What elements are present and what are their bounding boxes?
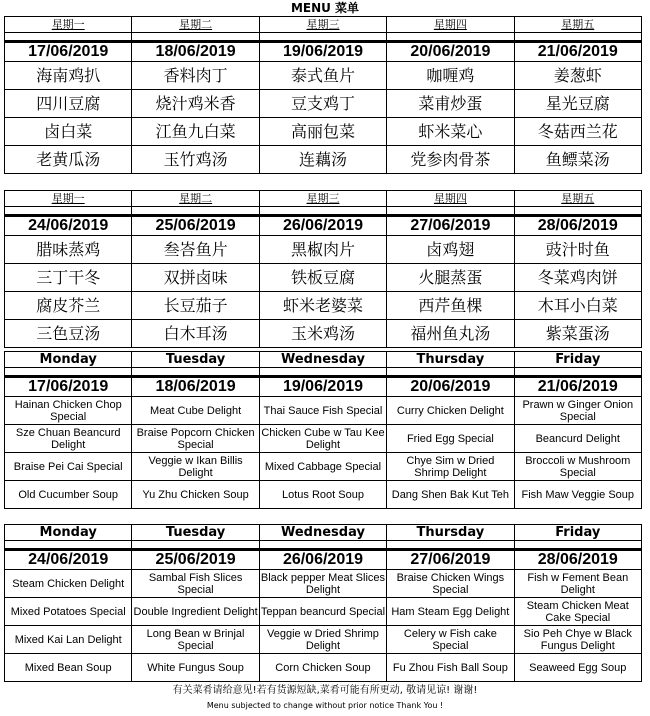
day-header: 星期五 — [514, 191, 641, 207]
dish-cell: 三色豆汤 — [5, 320, 132, 348]
spacer-row — [5, 207, 642, 216]
dish-cell: Beancurd Delight — [514, 425, 641, 453]
dish-cell: 党参肉骨茶 — [387, 146, 514, 174]
dish-cell: 白木耳汤 — [132, 320, 259, 348]
dish-cell: 高丽包菜 — [259, 118, 386, 146]
dish-row — [5, 118, 642, 146]
date-cell: 17/06/2019 — [5, 377, 132, 397]
date-cell: 28/06/2019 — [514, 216, 641, 236]
dish-cell: 四川豆腐 — [5, 90, 132, 118]
dish-cell: 江鱼九白菜 — [132, 118, 259, 146]
dish-cell: Curry Chicken Delight — [387, 397, 514, 425]
dish-cell: Fu Zhou Fish Ball Soup — [387, 654, 514, 682]
dish-cell: 冬菇西兰花 — [514, 118, 641, 146]
dish-cell: 福州鱼丸汤 — [387, 320, 514, 348]
date-row — [5, 42, 642, 62]
dish-row — [5, 146, 642, 174]
dish-cell: 双拼卤味 — [132, 264, 259, 292]
dish-cell: 老黄瓜汤 — [5, 146, 132, 174]
day-header: Wednesday — [259, 352, 386, 368]
dish-cell: Celery w Fish cake Special — [387, 626, 514, 654]
dish-cell: Thai Sauce Fish Special — [259, 397, 386, 425]
spacer-row — [5, 541, 642, 550]
date-cell: 26/06/2019 — [259, 216, 386, 236]
dish-cell: Long Bean w Brinjal Special — [132, 626, 259, 654]
day-header: 星期一 — [5, 191, 132, 207]
dish-cell: Fish w Fement Bean Delight — [514, 570, 641, 598]
date-cell: 27/06/2019 — [387, 550, 514, 570]
dish-cell: Teppan beancurd Special — [259, 598, 386, 626]
date-cell: 26/06/2019 — [259, 550, 386, 570]
dish-cell: Mixed Potatoes Special — [5, 598, 132, 626]
day-header: Friday — [514, 525, 641, 541]
dish-cell: Hainan Chicken Chop Special — [5, 397, 132, 425]
day-header: Thursday — [387, 525, 514, 541]
day-header: 星期四 — [387, 191, 514, 207]
dish-cell: Veggie w Dried Shrimp Delight — [259, 626, 386, 654]
dish-cell: Mixed Cabbage Special — [259, 453, 386, 481]
date-cell: 28/06/2019 — [514, 550, 641, 570]
dish-cell: 西芹鱼棵 — [387, 292, 514, 320]
dish-row — [5, 425, 642, 453]
date-cell: 20/06/2019 — [387, 377, 514, 397]
day-header: 星期三 — [259, 17, 386, 33]
dish-cell: 卤鸡翅 — [387, 236, 514, 264]
date-cell: 25/06/2019 — [132, 550, 259, 570]
dish-cell: 豉汁时鱼 — [514, 236, 641, 264]
dish-cell: Braise Popcorn Chicken Special — [132, 425, 259, 453]
date-row — [5, 377, 642, 397]
dish-cell: 三丁干冬 — [5, 264, 132, 292]
dish-row — [5, 598, 642, 626]
spacer-row — [5, 368, 642, 377]
menu-table-cn-week1 — [4, 16, 642, 174]
dish-cell: Chicken Cube w Tau Kee Delight — [259, 425, 386, 453]
dish-cell: Ham Steam Egg Delight — [387, 598, 514, 626]
day-header: 星期四 — [387, 17, 514, 33]
dish-cell: 叁峇鱼片 — [132, 236, 259, 264]
dish-cell: 腊味蒸鸡 — [5, 236, 132, 264]
dish-cell: Broccoli w Mushroom Special — [514, 453, 641, 481]
spacer-row — [5, 33, 642, 42]
date-cell: 18/06/2019 — [132, 42, 259, 62]
dish-cell: Veggie w Ikan Billis Delight — [132, 453, 259, 481]
dish-row — [5, 654, 642, 682]
date-cell: 24/06/2019 — [5, 550, 132, 570]
dish-row — [5, 481, 642, 509]
dish-cell: 紫菜蛋汤 — [514, 320, 641, 348]
dish-cell: Sio Peh Chye w Black Fungus Delight — [514, 626, 641, 654]
dish-row — [5, 397, 642, 425]
day-header: 星期一 — [5, 17, 132, 33]
dish-cell: 海南鸡扒 — [5, 62, 132, 90]
dish-cell: 铁板豆腐 — [259, 264, 386, 292]
menu-table-en-week2 — [4, 524, 642, 682]
dish-cell: 虾米菜心 — [387, 118, 514, 146]
day-header: Tuesday — [132, 525, 259, 541]
dish-cell: Braise Pei Cai Special — [5, 453, 132, 481]
dish-cell: Lotus Root Soup — [259, 481, 386, 509]
date-row — [5, 216, 642, 236]
date-cell: 24/06/2019 — [5, 216, 132, 236]
date-cell: 21/06/2019 — [514, 42, 641, 62]
dish-row — [5, 626, 642, 654]
dish-row — [5, 570, 642, 598]
dish-cell: Old Cucumber Soup — [5, 481, 132, 509]
dish-cell: White Fungus Soup — [132, 654, 259, 682]
dish-cell: 冬菜鸡肉饼 — [514, 264, 641, 292]
dish-cell: 鱼鳔菜汤 — [514, 146, 641, 174]
dish-cell: Sambal Fish Slices Special — [132, 570, 259, 598]
menu-table-cn-week2 — [4, 190, 642, 348]
date-cell: 19/06/2019 — [259, 377, 386, 397]
day-header: Wednesday — [259, 525, 386, 541]
dish-row — [5, 292, 642, 320]
dish-cell: Black pepper Meat Slices Delight — [260, 571, 386, 596]
dish-row — [5, 320, 642, 348]
day-header-row — [5, 191, 642, 207]
day-header: Tuesday — [132, 352, 259, 368]
date-row — [5, 550, 642, 570]
dish-cell: 香料肉丁 — [132, 62, 259, 90]
dish-cell: Fried Egg Special — [387, 425, 514, 453]
date-cell: 18/06/2019 — [132, 377, 259, 397]
dish-row — [5, 62, 642, 90]
dish-cell: 玉米鸡汤 — [259, 320, 386, 348]
dish-cell: Prawn w Ginger Onion Special — [514, 397, 641, 425]
dish-cell: 虾米老婆菜 — [259, 292, 386, 320]
dish-row — [5, 236, 642, 264]
menu-table-en-week1 — [4, 351, 642, 509]
day-header: Monday — [5, 525, 132, 541]
dish-cell: Fish Maw Veggie Soup — [514, 481, 641, 509]
dish-cell: 咖喱鸡 — [387, 62, 514, 90]
day-header: Friday — [514, 352, 641, 368]
dish-cell: 豆支鸡丁 — [259, 90, 386, 118]
footer-notice-cn: 有关菜肴请给意见!若有货源短缺,菜肴可能有所更动, 敬请见谅! 谢谢! — [172, 685, 478, 696]
dish-cell: Meat Cube Delight — [132, 397, 259, 425]
dish-cell: Steam Chicken Meat Cake Special — [514, 598, 641, 626]
dish-cell: Sze Chuan Beancurd Delight — [5, 425, 132, 453]
day-header-row — [5, 352, 642, 368]
dish-cell: 星光豆腐 — [514, 90, 641, 118]
dish-cell: 菜甫炒蛋 — [387, 90, 514, 118]
dish-cell: 烧汁鸡米香 — [132, 90, 259, 118]
date-cell: 25/06/2019 — [132, 216, 259, 236]
day-header: 星期二 — [132, 17, 259, 33]
dish-cell: 火腿蒸蛋 — [387, 264, 514, 292]
dish-cell: Seaweed Egg Soup — [514, 654, 641, 682]
day-header: Thursday — [387, 352, 514, 368]
day-header: Monday — [5, 352, 132, 368]
dish-cell: Mixed Kai Lan Delight — [5, 626, 132, 654]
dish-cell: Mixed Bean Soup — [5, 654, 132, 682]
dish-cell: 玉竹鸡汤 — [132, 146, 259, 174]
dish-cell: 黑椒肉片 — [259, 236, 386, 264]
date-cell: 19/06/2019 — [259, 42, 386, 62]
date-cell: 21/06/2019 — [514, 377, 641, 397]
dish-cell: 连藕汤 — [259, 146, 386, 174]
dish-cell: 腐皮芥兰 — [5, 292, 132, 320]
dish-cell: 卤白菜 — [5, 118, 132, 146]
footer-notice-en: Menu subjected to change without prior notice Thank You ! — [206, 701, 444, 710]
dish-cell: Dang Shen Bak Kut Teh — [387, 481, 514, 509]
date-cell: 20/06/2019 — [387, 42, 514, 62]
dish-cell: 泰式鱼片 — [259, 62, 386, 90]
dish-row — [5, 90, 642, 118]
dish-cell: Corn Chicken Soup — [259, 654, 386, 682]
dish-cell: Chye Sim w Dried Shrimp Delight — [387, 453, 514, 481]
day-header-row — [5, 525, 642, 541]
date-cell: 27/06/2019 — [387, 216, 514, 236]
dish-cell: Steam Chicken Delight — [5, 570, 132, 598]
day-header: 星期五 — [514, 17, 641, 33]
dish-row — [5, 453, 642, 481]
day-header: 星期三 — [259, 191, 386, 207]
dish-cell: Double Ingredient Delight — [132, 598, 259, 626]
dish-cell: 木耳小白菜 — [514, 292, 641, 320]
dish-cell: 长豆茄子 — [132, 292, 259, 320]
dish-cell: Braise Chicken Wings Special — [387, 570, 514, 598]
day-header-row — [5, 17, 642, 33]
date-cell: 17/06/2019 — [5, 42, 132, 62]
menu-title: MENU 菜单 — [290, 1, 360, 15]
dish-cell: Yu Zhu Chicken Soup — [132, 481, 259, 509]
dish-cell: 姜葱虾 — [514, 62, 641, 90]
day-header: 星期二 — [132, 191, 259, 207]
dish-row — [5, 264, 642, 292]
